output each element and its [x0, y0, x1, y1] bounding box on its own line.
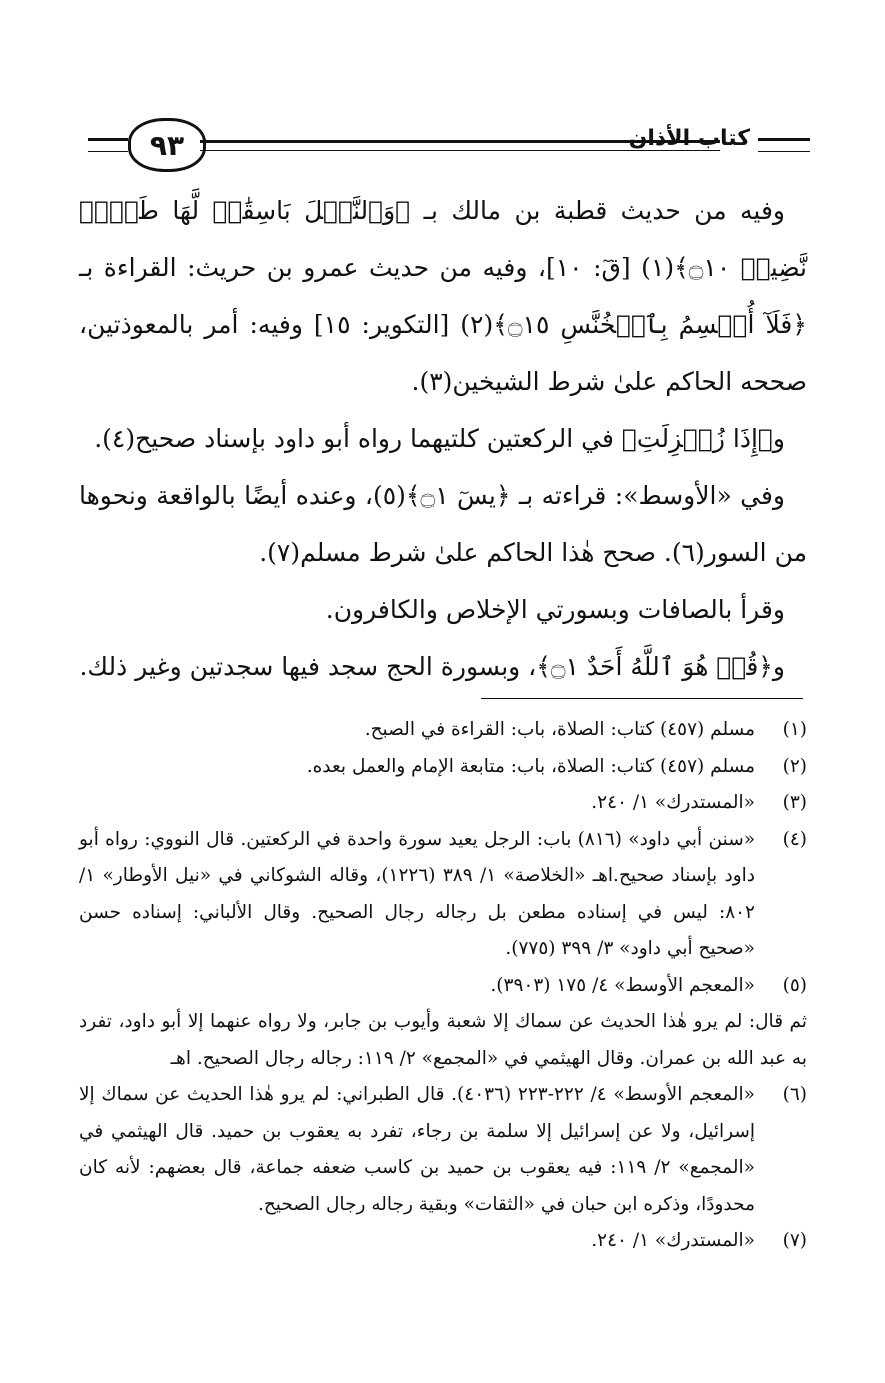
footnote-text: «المعجم الأوسط» ٤/ ١٧٥ (٣٩٠٣).: [490, 974, 755, 996]
page-number: ٩٣: [149, 128, 185, 162]
footnote-number: (٢): [782, 755, 807, 777]
footnote-text: «المستدرك» ١/ ٢٤٠.: [591, 792, 755, 813]
footnote-number: (٣): [782, 792, 807, 813]
footnote-number: (٧): [782, 1230, 807, 1251]
footnote: [79, 749, 807, 786]
footnote-number: (١): [782, 719, 807, 740]
paragraph: و﴿قُلۡ هُوَ ٱللَّهُ أَحَدٌ ۝١﴾، وبسورة الحج سجد فيها سجدتين وغير ذلك.: [79, 652, 785, 681]
footnote-text: مسلم (٤٥٧) كتاب: الصلاة، باب: القراءة في الصبح.: [364, 719, 755, 740]
paragraph: وفي «الأوسط»: قراءته بـ ﴿يسٓ ۝١﴾(٥)، وعنده أيضًا بالواقعة ونحوها من السور(٦). صحح هٰذا الحاكم علىٰ شرط مسلم(٧).: [79, 481, 807, 567]
page-header: [88, 118, 810, 170]
paragraph: وفيه من حديث قطبة بن مالك بـ ﴿وَٱلنَّخۡلَ بَاسِقَٰتٖ لَّهَا طَلۡعٞ نَّضِيدٞ ۝١٠﴾(١) [قٓ: ١٠]، وفيه من حديث عمرو بن حريث: القراءة بـ ﴿فَلَآ أُقۡسِمُ بِٱلۡخُنَّسِ ۝١٥﴾(٢) [التكوير: ١٥] وفيه: أمر بالمعوذتين، صححه الحاكم علىٰ شرط الشيخين(٣).: [79, 196, 807, 396]
page-number-badge: [128, 118, 206, 172]
footnote: [79, 1077, 807, 1223]
footnote: [79, 712, 807, 749]
footnote-text: مسلم (٤٥٧) كتاب: الصلاة، باب: متابعة الإمام والعمل بعده.: [306, 755, 755, 777]
footnote: [79, 785, 807, 822]
header-rule-right: [758, 138, 810, 152]
footnote-number: (٥): [782, 974, 807, 996]
footnote-number: (٤): [782, 828, 807, 850]
chapter-title: كتاب الأذان: [628, 126, 750, 151]
footnote: [79, 968, 807, 1005]
footnote: [79, 1223, 807, 1260]
footnotes-section: [79, 712, 807, 1260]
footnote-number: (٦): [782, 1084, 807, 1105]
footnote: [79, 822, 807, 968]
main-text: [79, 182, 807, 695]
footnote-text: «سنن أبي داود» (٨١٦) باب: الرجل يعيد سورة واحدة في الركعتين. قال النووي: رواه أبو داود بإسناد صحيح.اهـ «الخلاصة» ١/ ٣٨٩ (١٢٢٦)، وقاله الشوكاني في «نيل الأوطار» ١/ ٨٠٢: ليس في إسناده مطعن بل رجاله رجال الصحيح. وقال الألباني: إسناده حسن «صحيح أبي داود» ٣/ ٣٩٩ (٧٧٥).: [79, 828, 756, 959]
footnote-continuation: ثم قال: لم يرو هٰذا الحديث عن سماك إلا شعبة وأيوب بن جابر، ولا رواه عنهما إلا أبو داود، تفرد به عبد الله بن عمران. وقال الهيثمي في «المجمع» ٢/ ١١٩: رجاله رجال الصحيح. اهـ: [79, 1011, 807, 1069]
footnote-text: «المعجم الأوسط» ٤/ ٢٢٢-٢٢٣ (٤٠٣٦). قال الطبراني: لم يرو هٰذا الحديث عن سماك إلا إسرائيل، ولا عن إسرائيل إلا سلمة بن رجاء، تفرد به يعقوب بن حميد. قال الهيثمي في «المجمع» ٢/ ١١٩: فيه يعقوب بن حميد بن كاسب ضعفه جماعة، قال بعضهم: لأنه كان محدودًا، وذكره ابن حبان في «الثقات» وبقية رجاله رجال الصحيح.: [79, 1084, 755, 1215]
footnote-divider: [481, 698, 803, 699]
header-rule-left: [88, 138, 128, 152]
paragraph: و﴿إِذَا زُلۡزِلَتِ﴾ في الركعتين كلتيهما رواه أبو داود بإسناد صحيح(٤).: [94, 424, 785, 453]
paragraph: وقرأ بالصافات وبسورتي الإخلاص والكافرون.: [325, 595, 785, 624]
footnote-text: «المستدرك» ١/ ٢٤٠.: [591, 1230, 755, 1251]
